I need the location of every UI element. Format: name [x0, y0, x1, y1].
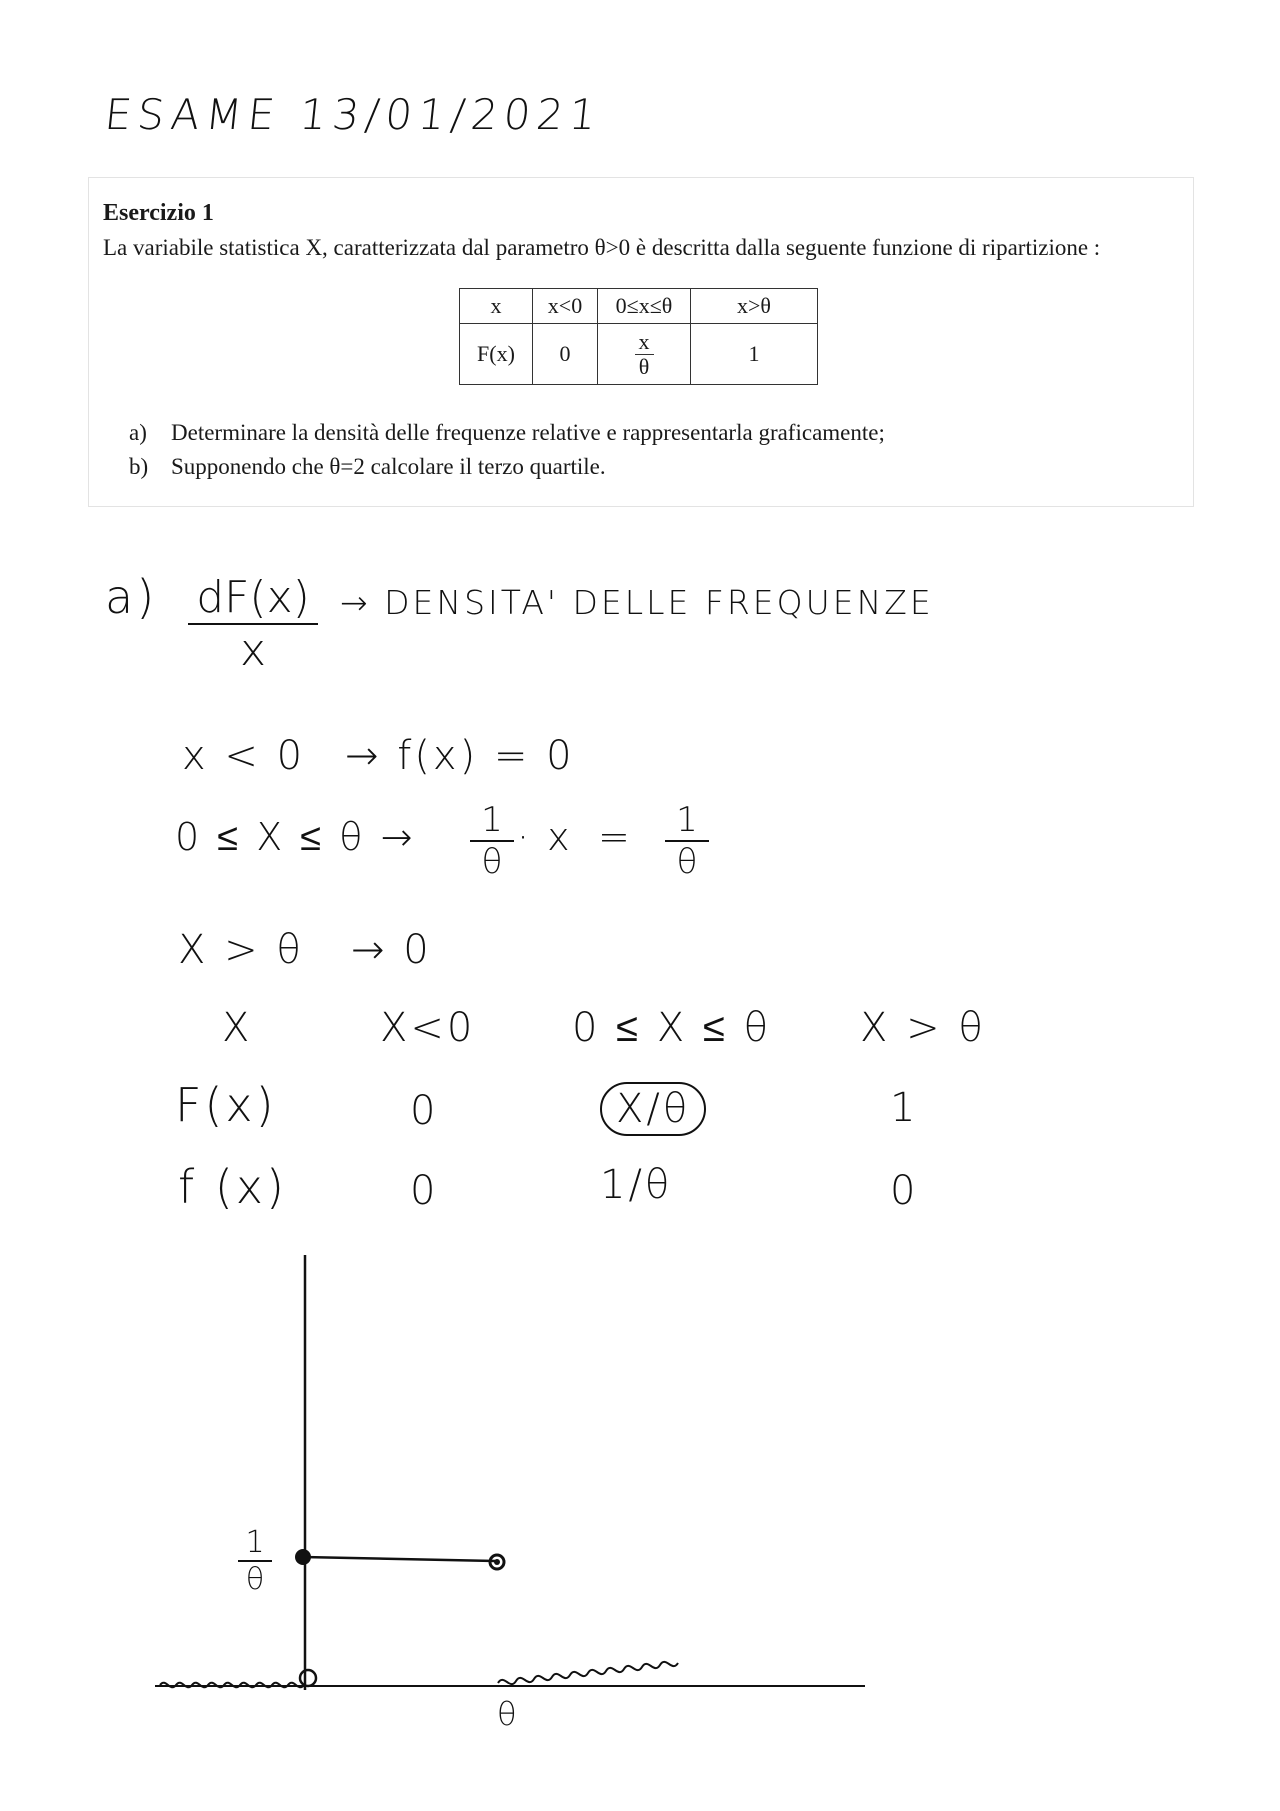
- x-axis-label-theta: θ: [497, 1695, 520, 1733]
- summary-f-value: 1/θ: [600, 1162, 673, 1208]
- case2-condition: 0 ≤ X ≤ θ →: [175, 815, 416, 859]
- fraction-numerator: 1: [470, 800, 514, 842]
- fraction-denominator: θ: [245, 1562, 265, 1597]
- fraction-numerator: 1: [238, 1525, 272, 1562]
- summary-F-value: 0: [410, 1088, 439, 1134]
- item-label: b): [129, 454, 149, 479]
- summary-F-value-circled: X/θ: [600, 1082, 706, 1136]
- summary-header: X: [222, 1005, 253, 1051]
- summary-f-value: 0: [890, 1168, 919, 1214]
- table-header-cell: 0≤x≤θ: [598, 289, 691, 324]
- table-cell: 1: [691, 324, 818, 385]
- derivative-denominator: x: [239, 625, 267, 676]
- page-title: ESAME 13/01/2021: [102, 90, 605, 139]
- table-header-cell: x: [460, 289, 533, 324]
- case1-result: → f(x) = 0: [345, 733, 575, 779]
- density-note: → DENSITA' DELLE FREQUENZE: [340, 583, 934, 622]
- summary-F-label: F(x): [175, 1078, 277, 1132]
- table-row-label: F(x): [460, 324, 533, 385]
- table-cell: 0: [533, 324, 598, 385]
- exercise-text: La variabile statistica X, caratterizzata dal parametro θ>0 è descritta dalla seguente funzione di ripartizione :: [103, 235, 1101, 260]
- fraction-denominator: θ: [638, 353, 650, 379]
- derivative-numerator: dF(x): [188, 572, 318, 625]
- start-point-filled: [295, 1549, 311, 1565]
- zero-line-right: [498, 1662, 678, 1684]
- summary-header: X > θ: [860, 1005, 986, 1051]
- summary-header: 0 ≤ X ≤ θ: [572, 1005, 772, 1051]
- origin-point: [300, 1670, 316, 1686]
- density-segment: [303, 1557, 495, 1561]
- summary-f-value: 0: [410, 1168, 439, 1214]
- case1-condition: x < 0: [182, 733, 306, 779]
- summary-F-value: 1: [890, 1085, 919, 1131]
- item-label: a): [129, 420, 147, 445]
- summary-f-label: f (x): [178, 1160, 287, 1214]
- fraction-denominator: θ: [481, 842, 503, 882]
- exercise-heading: Esercizio 1: [103, 200, 214, 226]
- case2-equals: =: [598, 815, 633, 859]
- y-axis-label: [238, 1525, 272, 1597]
- end-point-dot: [494, 1559, 500, 1565]
- part-label: a): [105, 570, 158, 624]
- item-text: Supponendo che θ=2 calcolare il terzo quartile.: [171, 454, 606, 479]
- table-header-cell: x<0: [533, 289, 598, 324]
- fraction-numerator: x: [635, 330, 654, 355]
- fraction-denominator: θ: [676, 842, 698, 882]
- case2-times: · x: [517, 815, 573, 859]
- case3: X > θ → 0: [178, 927, 432, 973]
- table-header-cell: x>θ: [691, 289, 818, 324]
- item-text: Determinare la densità delle frequenze relative e rappresentarla graficamente;: [171, 420, 885, 445]
- fraction-numerator: 1: [665, 800, 709, 842]
- summary-header: X<0: [380, 1005, 476, 1051]
